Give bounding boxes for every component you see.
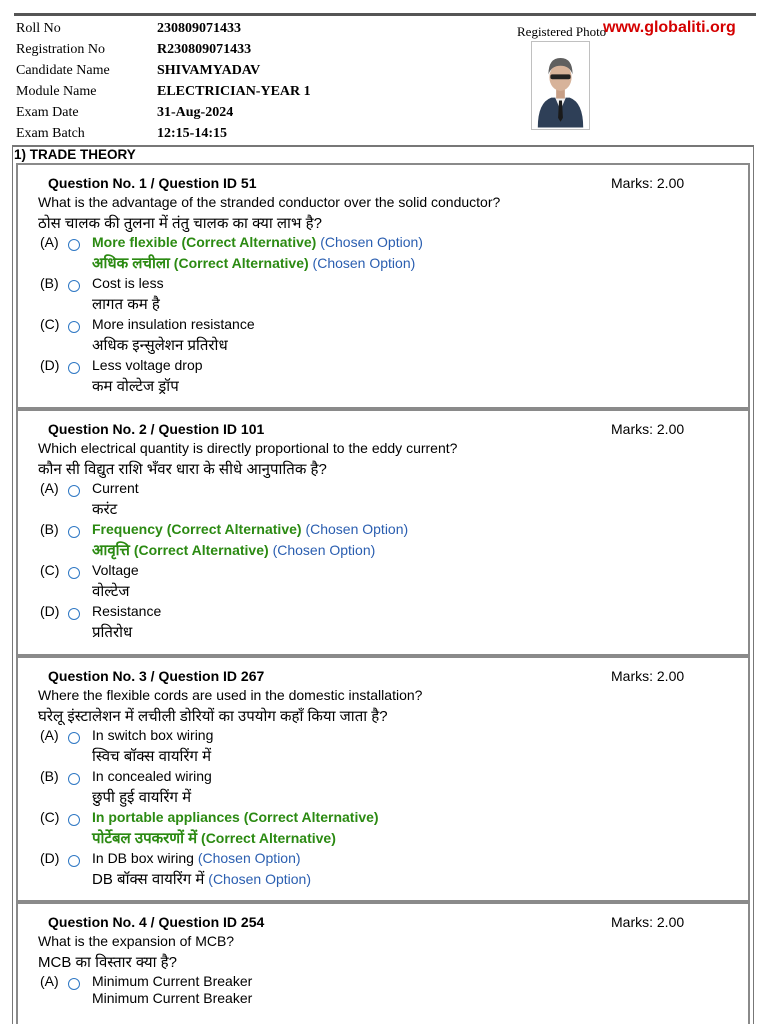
option-tag: (A)	[40, 480, 59, 496]
option-text-en: Voltage	[92, 562, 139, 578]
info-value: ELECTRICIAN-YEAR 1	[157, 84, 311, 99]
option-text-en	[92, 521, 408, 537]
option-radio[interactable]	[68, 526, 80, 538]
chosen-marker: (Chosen Option)	[305, 521, 409, 537]
question-card-1	[16, 163, 750, 409]
option-text-en	[92, 850, 301, 866]
correct-marker: (Correct Alternative)	[201, 830, 336, 846]
registered-photo-label: Registered Photo	[517, 24, 607, 39]
option-radio[interactable]	[68, 567, 80, 579]
chosen-marker: (Chosen Option)	[272, 542, 376, 558]
option-tag: (B)	[40, 275, 59, 291]
option-radio[interactable]	[68, 814, 80, 826]
option-text-hi: Minimum Current Breaker	[92, 990, 253, 1006]
question-card-4	[16, 902, 750, 1024]
info-row-registration-no	[16, 39, 311, 60]
info-row-exam-date	[16, 102, 311, 123]
question-heading: Question No. 1 / Question ID 51	[48, 175, 257, 191]
option-radio[interactable]	[68, 732, 80, 744]
info-label: Exam Batch	[16, 126, 85, 141]
info-value: R230809071433	[157, 42, 252, 57]
option-label-hi: आवृत्ति	[92, 542, 130, 559]
option-label-hi: अधिक लचीला	[92, 255, 170, 272]
question-card-2	[16, 409, 750, 656]
option-tag: (A)	[40, 727, 59, 743]
question-marks: Marks: 2.00	[611, 668, 685, 684]
option-text-hi	[92, 828, 336, 848]
chosen-marker: (Chosen Option)	[312, 255, 416, 271]
option-text-en: Minimum Current Breaker	[92, 973, 253, 989]
info-value: 230809071433	[157, 21, 241, 36]
question-text-hi: घरेलू इंस्टालेशन में लचीली डोरियों का उपयोग कहाँ किया जाता है?	[38, 708, 388, 725]
option-tag: (D)	[40, 850, 60, 866]
info-value: 12:15-14:15	[157, 126, 227, 141]
question-marks: Marks: 2.00	[611, 914, 685, 930]
option-text-en: Less voltage drop	[92, 357, 203, 373]
option-text-hi: वोल्टेज	[92, 583, 130, 600]
option-text-en: Resistance	[92, 603, 162, 619]
correct-marker: (Correct Alternative)	[166, 521, 302, 537]
info-row-exam-batch	[16, 123, 311, 144]
option-label: More flexible	[92, 234, 178, 250]
option-text-hi: प्रतिरोध	[92, 624, 133, 641]
option-text-hi	[92, 253, 415, 273]
question-text-en: What is the advantage of the stranded conductor over the solid conductor?	[38, 194, 501, 210]
option-text-en: In switch box wiring	[92, 727, 214, 743]
question-text-en: What is the expansion of MCB?	[38, 933, 235, 949]
question-text-hi: ठोस चालक की तुलना में तंतु चालक का क्या लाभ है?	[38, 215, 322, 232]
option-radio[interactable]	[68, 362, 80, 374]
option-text-hi: लागत कम है	[92, 296, 160, 313]
question-card-3	[16, 656, 750, 902]
question-marks: Marks: 2.00	[611, 421, 685, 437]
info-label: Exam Date	[16, 105, 79, 120]
option-radio[interactable]	[68, 855, 80, 867]
question-text-hi: MCB का विस्तार क्या है?	[38, 954, 177, 971]
option-radio[interactable]	[68, 485, 80, 497]
question-text-en: Where the flexible cords are used in the domestic installation?	[38, 687, 423, 703]
option-text-en: In concealed wiring	[92, 768, 212, 784]
info-label: Registration No	[16, 42, 106, 57]
option-tag: (C)	[40, 316, 60, 332]
option-tag: (A)	[40, 973, 59, 989]
option-text-hi: छुपी हुई वायरिंग में	[92, 789, 192, 806]
option-radio[interactable]	[68, 321, 80, 333]
registered-photo	[531, 41, 590, 130]
info-label: Roll No	[16, 21, 61, 36]
option-text-en: Current	[92, 480, 139, 496]
option-radio[interactable]	[68, 280, 80, 292]
info-row-candidate-name	[16, 60, 311, 81]
option-label: Frequency	[92, 521, 163, 537]
site-watermark: www.globaliti.org	[603, 19, 736, 36]
option-text-en: More insulation resistance	[92, 316, 255, 332]
question-text-hi: कौन सी विद्युत राशि भँवर धारा के सीधे आनुपातिक है?	[38, 461, 327, 478]
info-label: Candidate Name	[16, 63, 110, 78]
option-label: In portable appliances	[92, 809, 240, 825]
option-text-hi: स्विच बॉक्स वायरिंग में	[92, 748, 212, 765]
question-marks: Marks: 2.00	[611, 175, 685, 191]
top-rule	[14, 13, 756, 16]
option-label-hi: DB बॉक्स वायरिंग में	[92, 871, 205, 888]
option-text-en: Cost is less	[92, 275, 164, 291]
chosen-marker: (Chosen Option)	[208, 871, 311, 887]
question-heading: Question No. 4 / Question ID 254	[48, 914, 265, 930]
avatar-icon	[532, 42, 589, 129]
chosen-marker: (Chosen Option)	[197, 850, 301, 866]
chosen-marker: (Chosen Option)	[320, 234, 423, 250]
info-row-roll-no	[16, 18, 311, 39]
option-radio[interactable]	[68, 978, 80, 990]
info-label: Module Name	[16, 84, 97, 99]
option-tag: (B)	[40, 768, 59, 784]
info-value: 31-Aug-2024	[157, 105, 234, 120]
correct-marker: (Correct Alternative)	[133, 542, 269, 558]
option-radio[interactable]	[68, 608, 80, 620]
candidate-info	[16, 18, 311, 144]
option-tag: (A)	[40, 234, 59, 250]
correct-marker: (Correct Alternative)	[181, 234, 317, 250]
option-text-hi: कम वोल्टेज ड्रॉप	[92, 378, 179, 395]
correct-marker: (Correct Alternative)	[243, 809, 379, 825]
question-text-en: Which electrical quantity is directly proportional to the eddy current?	[38, 440, 458, 456]
option-tag: (D)	[40, 603, 60, 619]
option-tag: (C)	[40, 809, 60, 825]
option-label: In DB box wiring	[92, 850, 194, 866]
option-tag: (C)	[40, 562, 60, 578]
option-text-hi	[92, 540, 375, 560]
option-text-en	[92, 234, 423, 250]
info-value: SHIVAMYADAV	[157, 63, 261, 78]
option-radio[interactable]	[68, 773, 80, 785]
info-row-module-name	[16, 81, 311, 102]
option-text-hi	[92, 869, 311, 889]
option-tag: (D)	[40, 357, 60, 373]
option-radio[interactable]	[68, 239, 80, 251]
option-label-hi: पोर्टेबल उपकरणों में	[92, 830, 198, 847]
option-tag: (B)	[40, 521, 59, 537]
section-title: 1) TRADE THEORY	[14, 147, 136, 162]
option-text-hi: करंट	[92, 501, 118, 518]
question-heading: Question No. 3 / Question ID 267	[48, 668, 265, 684]
correct-marker: (Correct Alternative)	[173, 255, 309, 271]
option-text-hi: अधिक इन्सुलेशन प्रतिरोध	[92, 337, 228, 354]
option-text-en	[92, 809, 379, 825]
question-heading: Question No. 2 / Question ID 101	[48, 421, 265, 437]
